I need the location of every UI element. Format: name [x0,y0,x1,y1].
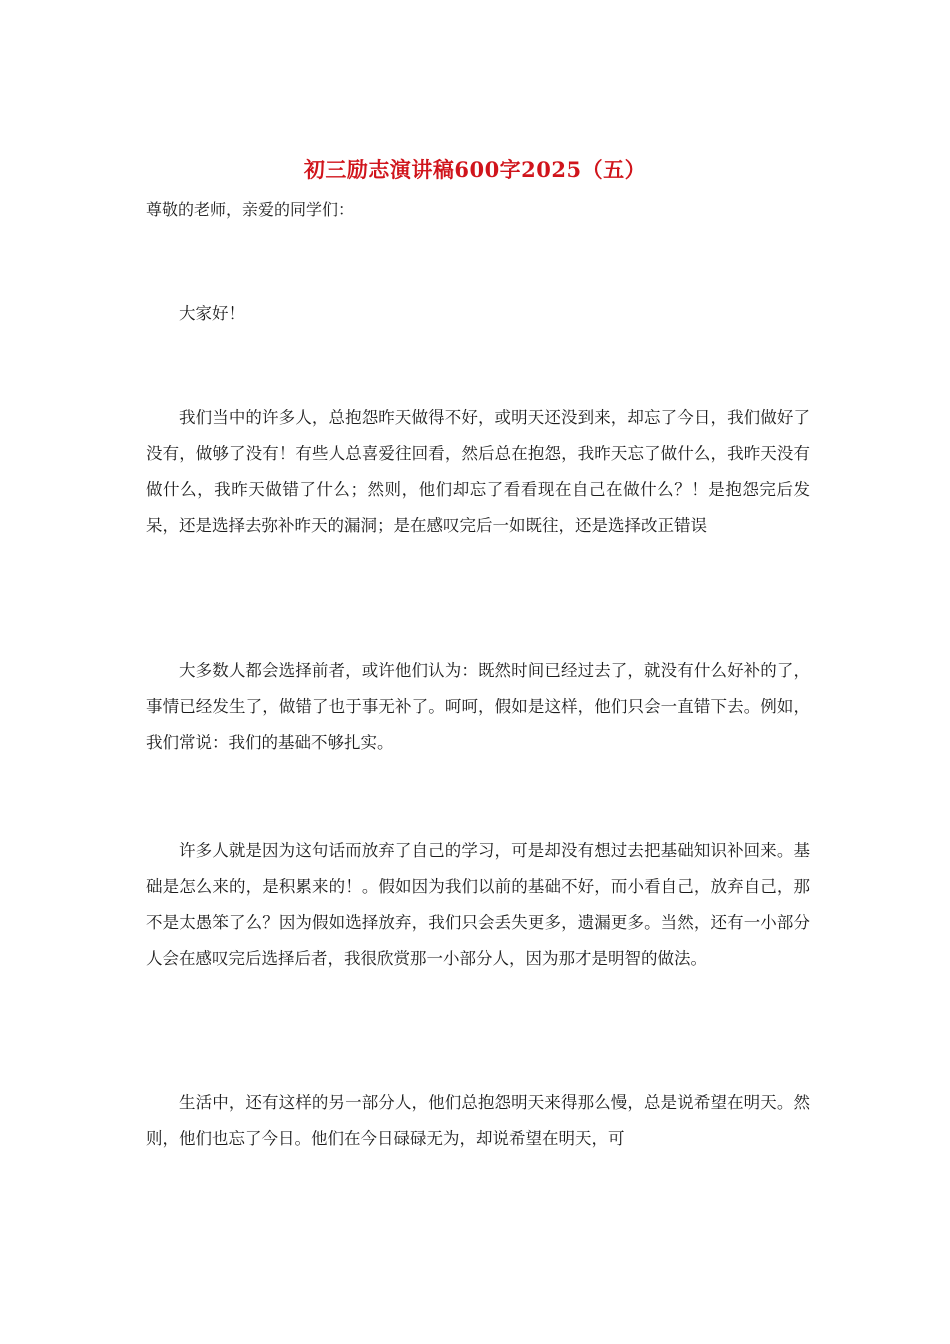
paragraph-3: 许多人就是因为这句话而放弃了自己的学习，可是却没有想过去把基础知识补回来。基础是怎么来的，是积累来的！。假如因为我们以前的基础不好，而小看自己，放弃自己，那不是太愚笨了么？因为假如选择放弃，我们只会丢失更多，遗漏更多。当然，还有一小部分人会在感叹完后选择后者，我很欣赏那一小部分人，因为那才是明智的做法。 [146,841,810,968]
paragraph-2: 大多数人都会选择前者，或许他们认为：既然时间已经过去了，就没有什么好补的了，事情已经发生了，做错了也于事无补了。呵呵，假如是这样，他们只会一直错下去。例如，我们常说：我们的基础不够扎实。 [146,661,810,752]
paragraph-4: 生活中，还有这样的另一部分人，他们总抱怨明天来得那么慢，总是说希望在明天。然则，他们也忘了今日。他们在今日碌碌无为，却说希望在明天，可 [146,1093,810,1148]
paragraph-greeting: 大家好！ [179,304,245,323]
salutation: 尊敬的老师，亲爱的同学们： [146,200,355,219]
paragraph-1: 我们当中的许多人，总抱怨昨天做得不好，或明天还没到来，却忘了今日，我们做好了没有，做够了没有！有些人总喜爱往回看，然后总在抱怨，我昨天忘了做什么，我昨天没有做什么，我昨天做错了什么；然则，他们却忘了看看现在自己在做什么？！是抱怨完后发呆，还是选择去弥补昨天的漏洞；是在感叹完后一如既往，还是选择改正错误 [146,408,810,535]
document-title: 初三励志演讲稿600字2025（五） [303,157,647,182]
